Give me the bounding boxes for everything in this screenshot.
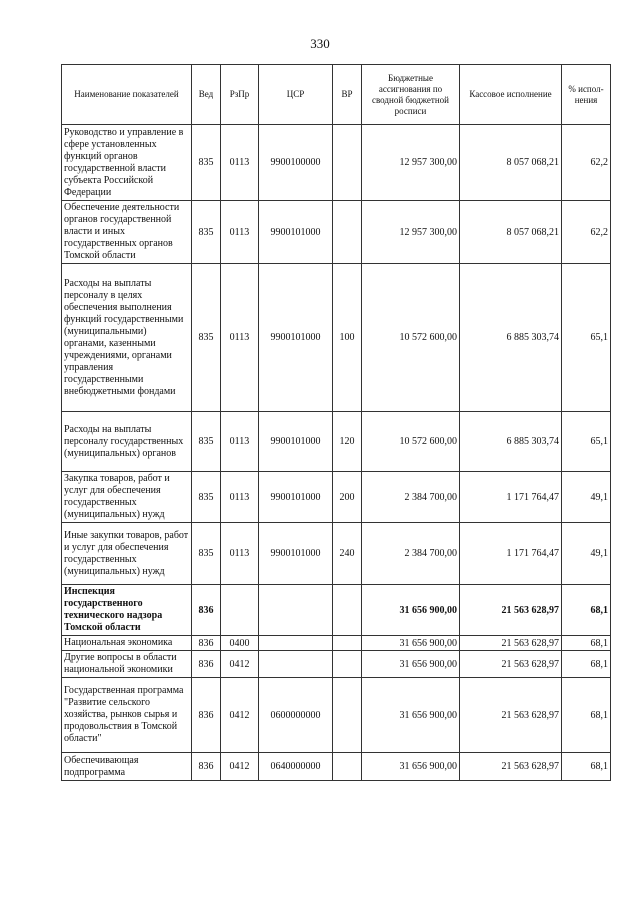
header-budget: Бюджетные ассигнования по сводной бюджетной росписи bbox=[362, 65, 460, 125]
budget-table bbox=[61, 64, 611, 781]
header-name: Наименование показателей bbox=[62, 65, 192, 125]
cell-ved: 836 bbox=[192, 678, 221, 753]
cell-ved: 835 bbox=[192, 125, 221, 201]
cell-ved: 836 bbox=[192, 636, 221, 651]
header-pct: % испол-нения bbox=[562, 65, 611, 125]
cell-budget: 31 656 900,00 bbox=[362, 651, 460, 678]
page-number: 330 bbox=[310, 36, 330, 51]
cell-cash: 21 563 628,97 bbox=[460, 753, 562, 781]
cell-name: Инспекция государственного технического надзора Томской области bbox=[62, 585, 192, 636]
header-ved: Вед bbox=[192, 65, 221, 125]
cell-name: Руководство и управление в сфере установленных функций органов государственной власти субъекта Российской Федерации bbox=[62, 125, 192, 201]
cell-cash: 6 885 303,74 bbox=[460, 412, 562, 472]
cell-rzpr: 0113 bbox=[221, 201, 259, 264]
cell-cash: 21 563 628,97 bbox=[460, 651, 562, 678]
cell-vr: 240 bbox=[333, 523, 362, 585]
cell-pct: 68,1 bbox=[562, 636, 611, 651]
cell-cash: 21 563 628,97 bbox=[460, 678, 562, 753]
table-row bbox=[62, 412, 611, 472]
cell-budget: 10 572 600,00 bbox=[362, 264, 460, 412]
cell-rzpr bbox=[221, 585, 259, 636]
header-rzpr: РзПр bbox=[221, 65, 259, 125]
cell-ved: 836 bbox=[192, 585, 221, 636]
cell-rzpr: 0113 bbox=[221, 472, 259, 523]
cell-vr bbox=[333, 678, 362, 753]
cell-csr bbox=[259, 636, 333, 651]
cell-cash: 8 057 068,21 bbox=[460, 125, 562, 201]
cell-pct: 62,2 bbox=[562, 201, 611, 264]
cell-ved: 835 bbox=[192, 412, 221, 472]
cell-cash: 1 171 764,47 bbox=[460, 523, 562, 585]
cell-vr bbox=[333, 651, 362, 678]
cell-name: Иные закупки товаров, работ и услуг для обеспечения государственных (муниципальных) нужд bbox=[62, 523, 192, 585]
table-row bbox=[62, 585, 611, 636]
cell-name: Государственная программа "Развитие сельского хозяйства, рынков сырья и продовольствия в Томской области" bbox=[62, 678, 192, 753]
cell-rzpr: 0113 bbox=[221, 264, 259, 412]
cell-budget: 31 656 900,00 bbox=[362, 753, 460, 781]
cell-name: Другие вопросы в области национальной экономики bbox=[62, 651, 192, 678]
table-row bbox=[62, 636, 611, 651]
cell-name: Обеспечение деятельности органов государственной власти и иных государственных органов Томской области bbox=[62, 201, 192, 264]
cell-rzpr: 0412 bbox=[221, 753, 259, 781]
table-row bbox=[62, 264, 611, 412]
cell-vr bbox=[333, 753, 362, 781]
table-row bbox=[62, 201, 611, 264]
cell-budget: 31 656 900,00 bbox=[362, 585, 460, 636]
cell-rzpr: 0400 bbox=[221, 636, 259, 651]
cell-pct: 68,1 bbox=[562, 678, 611, 753]
table-row bbox=[62, 125, 611, 201]
cell-vr bbox=[333, 125, 362, 201]
cell-vr bbox=[333, 585, 362, 636]
cell-ved: 836 bbox=[192, 753, 221, 781]
cell-ved: 835 bbox=[192, 264, 221, 412]
cell-rzpr: 0412 bbox=[221, 678, 259, 753]
cell-vr bbox=[333, 201, 362, 264]
header-row bbox=[62, 65, 611, 125]
cell-csr bbox=[259, 651, 333, 678]
cell-ved: 835 bbox=[192, 472, 221, 523]
cell-pct: 68,1 bbox=[562, 585, 611, 636]
table-row bbox=[62, 753, 611, 781]
cell-budget: 12 957 300,00 bbox=[362, 125, 460, 201]
cell-csr bbox=[259, 585, 333, 636]
cell-cash: 21 563 628,97 bbox=[460, 585, 562, 636]
cell-csr: 9900100000 bbox=[259, 125, 333, 201]
cell-ved: 835 bbox=[192, 523, 221, 585]
cell-cash: 1 171 764,47 bbox=[460, 472, 562, 523]
cell-budget: 31 656 900,00 bbox=[362, 636, 460, 651]
cell-csr: 9900101000 bbox=[259, 472, 333, 523]
cell-budget: 31 656 900,00 bbox=[362, 678, 460, 753]
cell-csr: 0640000000 bbox=[259, 753, 333, 781]
cell-csr: 9900101000 bbox=[259, 523, 333, 585]
cell-budget: 10 572 600,00 bbox=[362, 412, 460, 472]
table-row bbox=[62, 678, 611, 753]
cell-csr: 9900101000 bbox=[259, 412, 333, 472]
header-vr: ВР bbox=[333, 65, 362, 125]
cell-csr: 9900101000 bbox=[259, 264, 333, 412]
cell-ved: 836 bbox=[192, 651, 221, 678]
table-row bbox=[62, 651, 611, 678]
table-body bbox=[62, 125, 611, 781]
cell-name: Обеспечивающая подпрограмма bbox=[62, 753, 192, 781]
cell-cash: 8 057 068,21 bbox=[460, 201, 562, 264]
table-row bbox=[62, 472, 611, 523]
cell-budget: 12 957 300,00 bbox=[362, 201, 460, 264]
cell-pct: 49,1 bbox=[562, 523, 611, 585]
cell-csr: 0600000000 bbox=[259, 678, 333, 753]
cell-vr: 120 bbox=[333, 412, 362, 472]
cell-name: Закупка товаров, работ и услуг для обеспечения государственных (муниципальных) нужд bbox=[62, 472, 192, 523]
cell-rzpr: 0113 bbox=[221, 412, 259, 472]
table-row bbox=[62, 523, 611, 585]
cell-name: Национальная экономика bbox=[62, 636, 192, 651]
cell-cash: 6 885 303,74 bbox=[460, 264, 562, 412]
cell-name: Расходы на выплаты персоналу государственных (муниципальных) органов bbox=[62, 412, 192, 472]
cell-pct: 62,2 bbox=[562, 125, 611, 201]
cell-budget: 2 384 700,00 bbox=[362, 523, 460, 585]
cell-pct: 65,1 bbox=[562, 264, 611, 412]
cell-pct: 68,1 bbox=[562, 651, 611, 678]
cell-vr bbox=[333, 636, 362, 651]
cell-vr: 100 bbox=[333, 264, 362, 412]
cell-csr: 9900101000 bbox=[259, 201, 333, 264]
cell-cash: 21 563 628,97 bbox=[460, 636, 562, 651]
cell-name: Расходы на выплаты персоналу в целях обеспечения выполнения функций государственными (муниципальными) органами, казенными учреждениями, органами управления государственными внебюджетными фондами bbox=[62, 264, 192, 412]
cell-ved: 835 bbox=[192, 201, 221, 264]
header-cash: Кассовое исполнение bbox=[460, 65, 562, 125]
cell-vr: 200 bbox=[333, 472, 362, 523]
cell-pct: 65,1 bbox=[562, 412, 611, 472]
cell-pct: 68,1 bbox=[562, 753, 611, 781]
cell-rzpr: 0113 bbox=[221, 523, 259, 585]
header-csr: ЦСР bbox=[259, 65, 333, 125]
cell-budget: 2 384 700,00 bbox=[362, 472, 460, 523]
cell-rzpr: 0113 bbox=[221, 125, 259, 201]
cell-rzpr: 0412 bbox=[221, 651, 259, 678]
cell-pct: 49,1 bbox=[562, 472, 611, 523]
